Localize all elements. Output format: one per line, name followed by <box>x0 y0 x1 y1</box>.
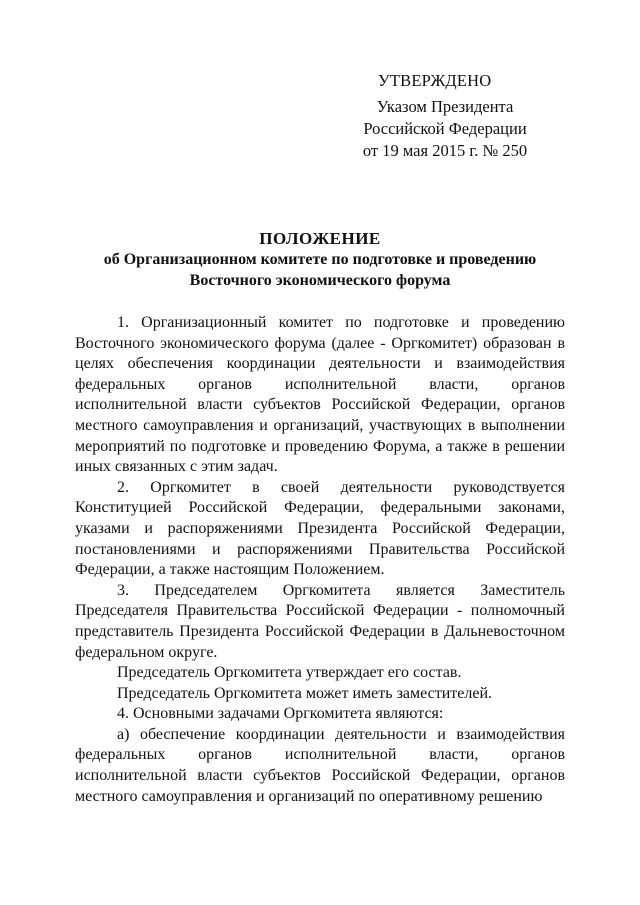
document-subtitle-line-2: Восточного экономического форума <box>189 272 451 289</box>
paragraph-2: 2. Оргкомитет в своей деятельности руководствуется Конституцией Российской Федерации, федеральными законами, указами и распоряжениями Президента Российской Федерации, постановлениями и распоряжениями Правительства Российской Федерации, а также настоящим Положением. <box>75 478 565 579</box>
approval-line-decree: Указом Президента <box>376 97 514 116</box>
paragraph-3: 3. Председателем Оргкомитета является Заместитель Председателя Правительства Российской Федерации - полномочный представитель Президента Российской Федерации в Дальневосточном федеральном округе. <box>75 581 565 661</box>
paragraph-chairman-deputies: Председатель Оргкомитета может иметь заместителей. <box>117 684 493 702</box>
approval-stamp: УТВЕРЖДЕНО <box>378 71 492 90</box>
document-subtitle-line-1: об Организационном комитете по подготовке и проведению <box>103 251 537 268</box>
document-title-block <box>75 228 565 291</box>
paragraph-chairman-composition: Председатель Оргкомитета утверждает его состав. <box>117 664 462 682</box>
document-title: ПОЛОЖЕНИЕ <box>259 229 381 248</box>
paragraph-1: 1. Организационный комитет по подготовке и проведению Восточного экономического форума (далее - Оргкомитет) образован в целях обеспечения координации деятельности и взаимодействия федеральных органов исполнительной власти, органов исполнительной власти субъектов Российской Федерации, органов местного самоуправления и организаций, участвующих в выполнении мероприятий по подготовке и проведению Форума, а также в решении иных связанных с этим задач. <box>75 314 565 476</box>
approval-line-country: Российской Федерации <box>363 119 527 138</box>
approval-line-date: от 19 мая 2015 г. № 250 <box>362 141 528 160</box>
approval-stamp-block <box>345 70 545 162</box>
document-body <box>75 313 565 807</box>
paragraph-4-heading: 4. Основными задачами Оргкомитета являются: <box>117 705 444 723</box>
paragraph-4a: а) обеспечение координации деятельности и взаимодействия федеральных органов исполнительной власти, органов исполнительной власти субъектов Российской Федерации, органов местного самоуправления и организаций по оперативному решению <box>75 725 565 805</box>
